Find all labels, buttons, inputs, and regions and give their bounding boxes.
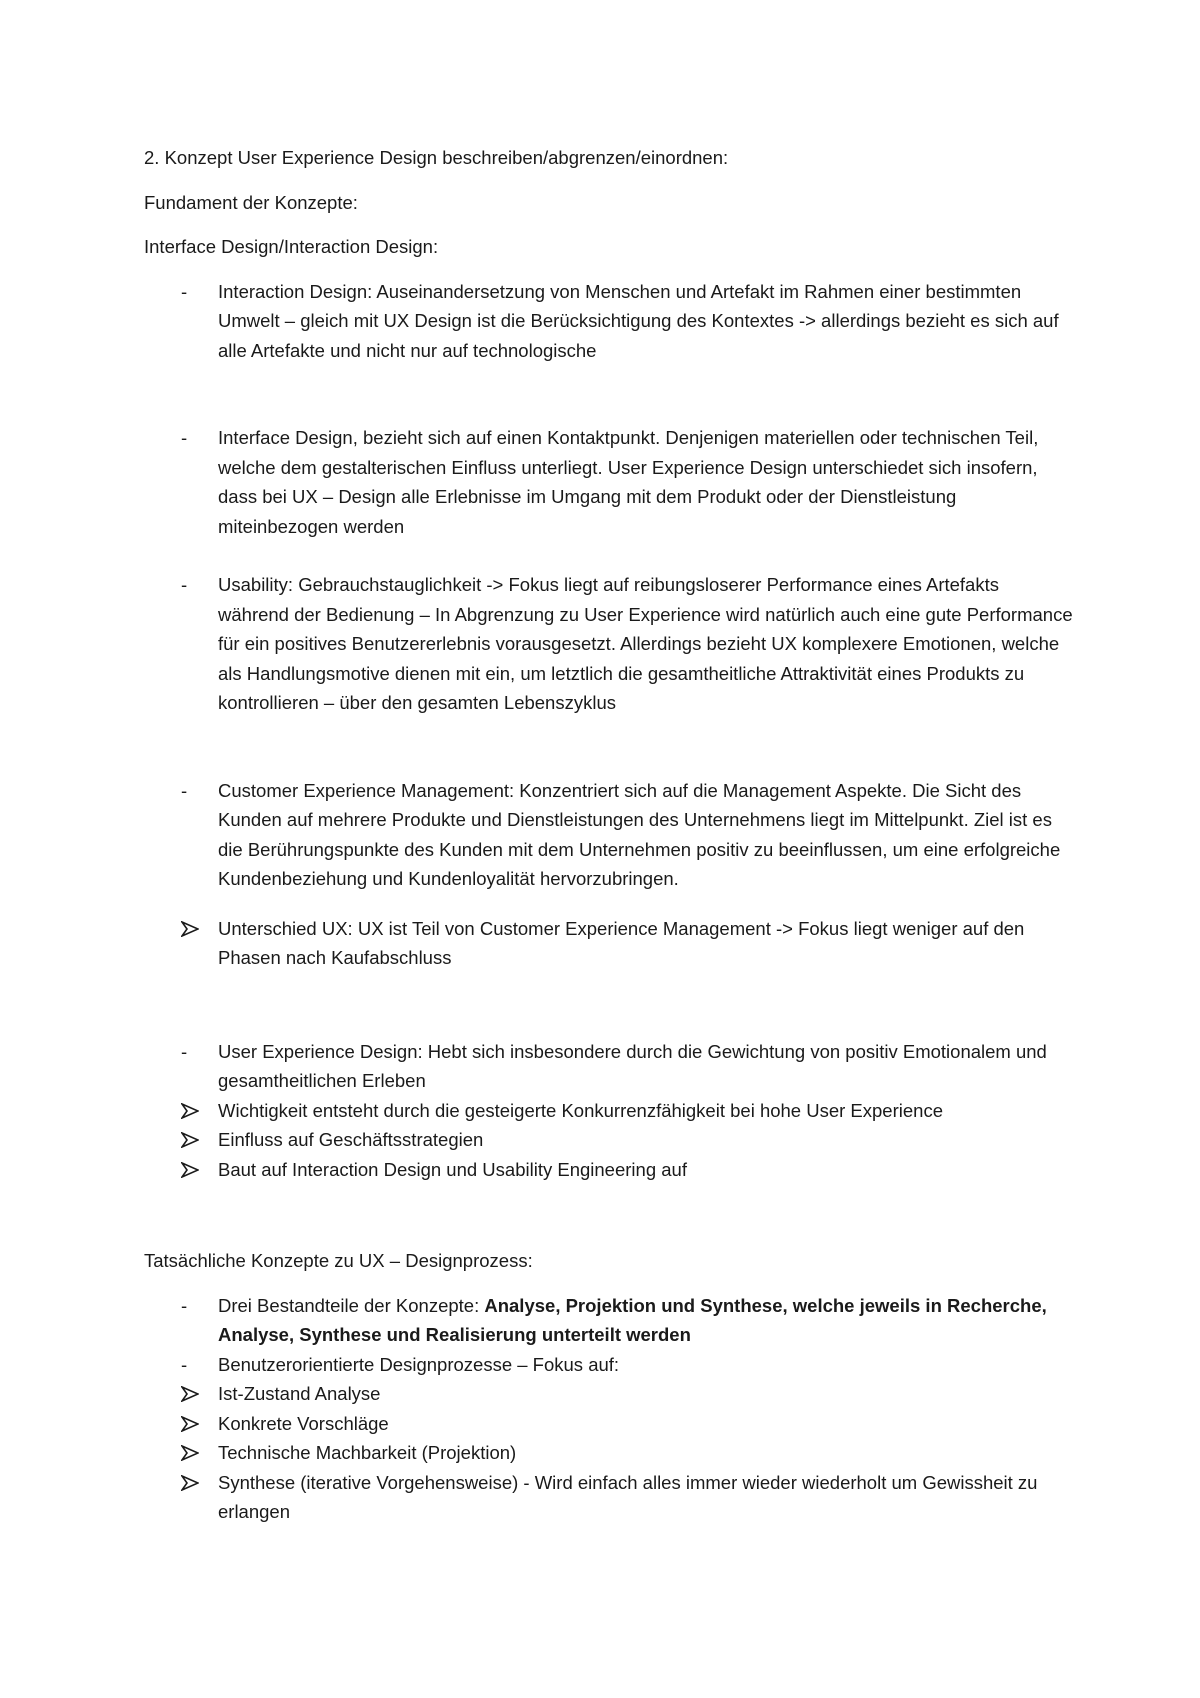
list-item-text: Wichtigkeit entsteht durch die gesteigerte Konkurrenzfähigkeit bei hohe User Experience <box>218 1099 943 1121</box>
list-interface-design <box>144 423 1074 541</box>
list-item-bold-text: Analyse, Projektion und Synthese, welche jeweils in Recherche, Analyse, Synthese und Realisierung unterteilt werden <box>218 1294 1047 1345</box>
list-ux-design <box>144 1037 1074 1185</box>
list-usability <box>144 570 1074 718</box>
spacer <box>144 894 1074 914</box>
list-item <box>144 277 1074 366</box>
subheading-designprozess: Tatsächliche Konzepte zu UX – Designprozess: <box>144 1250 533 1271</box>
list-item-text: Baut auf Interaction Design und Usability Engineering auf <box>218 1158 687 1180</box>
list-item-text: Interaction Design: Auseinandersetzung von Menschen und Artefakt im Rahmen einer bestimmten Umwelt – gleich mit UX Design ist die Berücksichtigung des Kontextes -> allerdings bezieht es sich auf alle Artefakte und nicht nur auf technologische <box>218 280 1059 361</box>
dash-bullet: - <box>181 1040 188 1062</box>
list-interaction-design <box>144 277 1074 366</box>
list-item-text: User Experience Design: Hebt sich insbesondere durch die Gewichtung von positiv Emotionalem und gesamtheitlichen Erleben <box>218 1040 1047 1091</box>
arrow-bullet-icon <box>181 1379 205 1402</box>
arrow-bullet-icon <box>181 1438 205 1461</box>
list-item-text: Usability: Gebrauchstauglichkeit -> Fokus liegt auf reibungsloserer Performance eines Artefakts während der Bedienung – In Abgrenzung zu User Experience wird natürlich auch eine gute Performance für ein positives Benutzererlebnis vorausgesetzt. Allerdings bezieht UX komplexere Emotionen, welche als Handlungsmotive dienen mit ein, um letztlich die gesamtheitliche Attraktivität eines Produkts zu kontrollieren – über den gesamten Lebenszyklus <box>218 574 1073 713</box>
list-item <box>144 570 1074 718</box>
list-item <box>144 1037 1074 1096</box>
list-customer-experience <box>144 776 1074 894</box>
list-designprozess <box>144 1291 1074 1527</box>
spacer <box>144 365 1074 423</box>
arrow-bullet-icon <box>181 914 205 937</box>
list-item-text: Drei Bestandteile der Konzepte: <box>218 1294 485 1316</box>
arrow-bullet-icon <box>181 1096 205 1119</box>
dash-bullet: - <box>181 280 188 302</box>
list-item <box>144 1155 1074 1185</box>
arrow-bullet-icon <box>181 1468 205 1491</box>
list-item <box>144 1096 1074 1126</box>
subheading-interface-design: Interface Design/Interaction Design: <box>144 236 439 257</box>
dash-bullet: - <box>181 574 188 595</box>
dash-bullet: - <box>181 1353 188 1375</box>
list-item <box>144 1438 1074 1468</box>
list-unterschied-ux <box>144 914 1074 973</box>
list-item-text: Einfluss auf Geschäftsstrategien <box>218 1129 484 1150</box>
list-item-text: Customer Experience Management: Konzentriert sich auf die Management Aspekte. Die Sicht des Kunden auf mehrere Produkte und Dienstleistungen des Unternehmens liegt im Mittelpunkt. Ziel ist es die Berührungspunkte des Kunden mit dem Unternehmen positiv zu beeinflussen, um eine erfolgreiche Kundenbeziehung und Kundenloyalität hervorzubringen. <box>218 779 1061 889</box>
arrow-bullet-icon <box>181 1409 205 1432</box>
list-item <box>144 914 1074 973</box>
list-item <box>144 1291 1074 1350</box>
list-item <box>144 1468 1074 1527</box>
dash-bullet: - <box>181 779 188 801</box>
list-item-text: Technische Machbarkeit (Projektion) <box>218 1442 517 1463</box>
spacer <box>144 973 1074 1037</box>
list-item-text: Konkrete Vorschläge <box>218 1412 389 1434</box>
document-page <box>144 143 1074 1527</box>
section-heading: 2. Konzept User Experience Design beschreiben/abgrenzen/einordnen: <box>144 147 729 168</box>
list-item-text: Interface Design, bezieht sich auf einen Kontaktpunkt. Denjenigen materiellen oder technischen Teil, welche dem gestalterischen Einfluss unterliegt. User Experience Design unterschiedet sich insofern, dass bei UX – Design alle Erlebnisse im Umgang mit dem Produkt oder der Dienstleistung miteinbezogen werden <box>218 427 1039 537</box>
dash-bullet: - <box>181 1294 188 1316</box>
spacer <box>144 541 1074 570</box>
list-item-text: Unterschied UX: UX ist Teil von Customer Experience Management -> Fokus liegt weniger auf den Phasen nach Kaufabschluss <box>218 917 1025 968</box>
list-item-text: Benutzerorientierte Designprozesse – Fokus auf: <box>218 1353 620 1375</box>
subheading-fundament: Fundament der Konzepte: <box>144 191 358 213</box>
list-item-text: Synthese (iterative Vorgehensweise) - Wird einfach alles immer wieder wiederholt um Gewissheit zu erlangen <box>218 1471 1038 1522</box>
list-item <box>144 776 1074 894</box>
spacer <box>144 718 1074 776</box>
arrow-bullet-icon <box>181 1125 205 1148</box>
list-item <box>144 1125 1074 1155</box>
list-item <box>144 1350 1074 1380</box>
list-item <box>144 1379 1074 1409</box>
arrow-bullet-icon <box>181 1155 205 1178</box>
dash-bullet: - <box>181 427 188 448</box>
list-item <box>144 423 1074 541</box>
list-item-text: Ist-Zustand Analyse <box>218 1383 381 1404</box>
spacer <box>144 1184 1074 1246</box>
list-item <box>144 1409 1074 1439</box>
